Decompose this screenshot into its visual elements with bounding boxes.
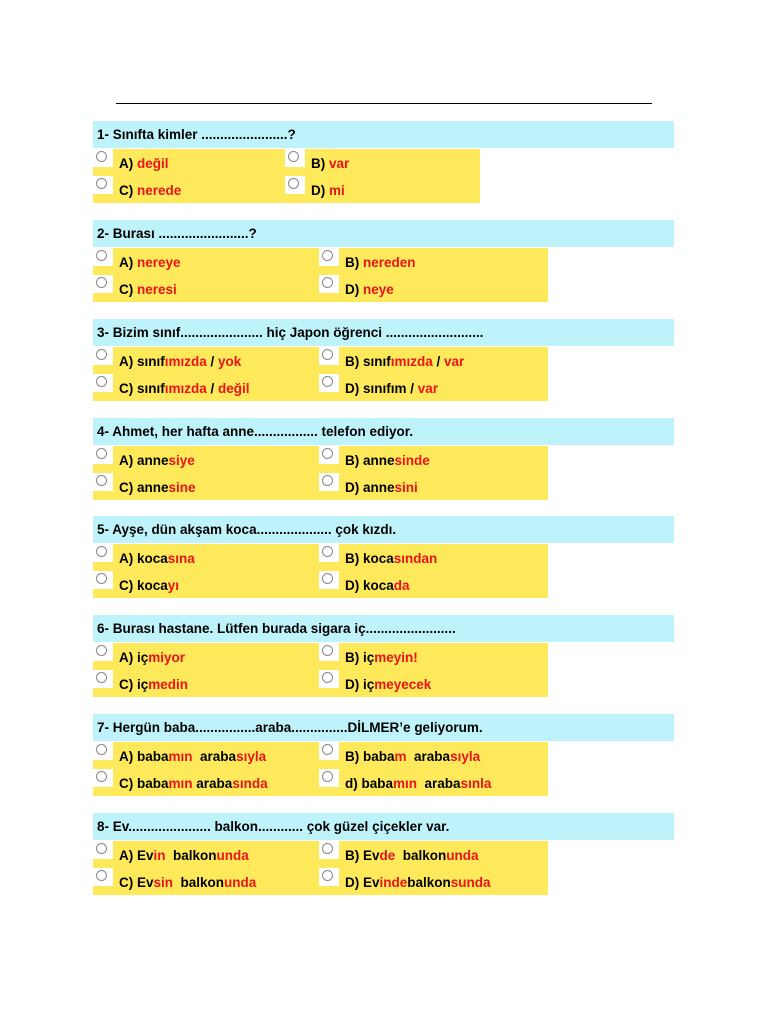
option-label: C) babamın arabasında	[119, 776, 268, 791]
radio-button-icon[interactable]	[322, 771, 333, 782]
option-d[interactable]	[319, 769, 548, 796]
option-label: C) kocayı	[119, 578, 180, 593]
radio-button-icon[interactable]	[322, 744, 333, 755]
option-label: C) nerede	[119, 183, 182, 198]
radio-button-icon[interactable]	[96, 771, 107, 782]
option-label: A) nereye	[119, 255, 181, 270]
option-label: A) içmiyor	[119, 650, 186, 665]
option-label: B) sınıfımızda / var	[345, 354, 465, 369]
option-a[interactable]	[93, 544, 319, 571]
option-d[interactable]	[319, 374, 548, 401]
question-prompt: 4- Ahmet, her hafta anne................. telefon ediyor.	[93, 418, 674, 445]
option-label: D) annesini	[345, 480, 418, 495]
option-label: A) değil	[119, 156, 169, 171]
radio-button-icon[interactable]	[322, 546, 333, 557]
option-b[interactable]	[285, 149, 480, 176]
question-8	[93, 813, 674, 895]
option-c[interactable]	[93, 670, 319, 697]
option-c[interactable]	[93, 374, 319, 401]
radio-button-icon[interactable]	[322, 870, 333, 881]
radio-button-icon[interactable]	[322, 573, 333, 584]
option-d[interactable]	[319, 473, 548, 500]
option-label: D) kocada	[345, 578, 410, 593]
option-label: B) annesinde	[345, 453, 430, 468]
radio-button-icon[interactable]	[96, 250, 107, 261]
radio-button-icon[interactable]	[96, 672, 107, 683]
option-b[interactable]	[319, 742, 548, 769]
option-b[interactable]	[319, 841, 548, 868]
option-label: B) içmeyin!	[345, 650, 418, 665]
radio-button-icon[interactable]	[322, 277, 333, 288]
option-d[interactable]	[319, 868, 548, 895]
radio-button-icon[interactable]	[322, 349, 333, 360]
radio-button-icon[interactable]	[96, 573, 107, 584]
option-label: C) Evsin balkonunda	[119, 875, 257, 890]
radio-button-icon[interactable]	[96, 349, 107, 360]
option-a[interactable]	[93, 446, 319, 473]
options-grid	[93, 544, 548, 598]
radio-button-icon[interactable]	[96, 178, 107, 189]
option-a[interactable]	[93, 643, 319, 670]
radio-button-icon[interactable]	[288, 151, 299, 162]
radio-button-icon[interactable]	[322, 645, 333, 656]
question-5	[93, 516, 674, 598]
question-2	[93, 220, 674, 302]
radio-button-icon[interactable]	[322, 672, 333, 683]
question-6	[93, 615, 674, 697]
option-c[interactable]	[93, 769, 319, 796]
option-a[interactable]	[93, 347, 319, 374]
radio-button-icon[interactable]	[96, 277, 107, 288]
option-c[interactable]	[93, 176, 285, 203]
radio-button-icon[interactable]	[96, 151, 107, 162]
question-prompt: 5- Ayşe, dün akşam koca.................... çok kızdı.	[93, 516, 674, 543]
radio-button-icon[interactable]	[96, 870, 107, 881]
option-label: C) içmedin	[119, 677, 189, 692]
options-grid	[93, 446, 548, 500]
option-label: C) neresi	[119, 282, 177, 297]
question-prompt: 2- Burası ........................?	[93, 220, 674, 247]
option-label: C) sınıfımızda / değil	[119, 381, 250, 396]
radio-button-icon[interactable]	[96, 475, 107, 486]
option-c[interactable]	[93, 473, 319, 500]
option-label: C) annesine	[119, 480, 196, 495]
option-c[interactable]	[93, 275, 319, 302]
option-label: A) Evin balkonunda	[119, 848, 249, 863]
question-7	[93, 714, 674, 796]
radio-button-icon[interactable]	[96, 448, 107, 459]
question-prompt: 8- Ev...................... balkon............ çok güzel çiçekler var.	[93, 813, 674, 840]
radio-button-icon[interactable]	[96, 645, 107, 656]
option-b[interactable]	[319, 643, 548, 670]
option-label: B) babam arabasıyla	[345, 749, 481, 764]
options-grid	[93, 248, 548, 302]
radio-button-icon[interactable]	[96, 376, 107, 387]
option-a[interactable]	[93, 248, 319, 275]
option-a[interactable]	[93, 841, 319, 868]
option-d[interactable]	[285, 176, 480, 203]
options-grid	[93, 347, 548, 401]
radio-button-icon[interactable]	[322, 475, 333, 486]
radio-button-icon[interactable]	[96, 843, 107, 854]
option-label: D) neye	[345, 282, 394, 297]
option-label: D) sınıfım / var	[345, 381, 439, 396]
option-c[interactable]	[93, 571, 319, 598]
question-1	[93, 121, 674, 203]
option-label: B) var	[311, 156, 350, 171]
option-label: D) mi	[311, 183, 345, 198]
option-b[interactable]	[319, 347, 548, 374]
radio-button-icon[interactable]	[322, 448, 333, 459]
radio-button-icon[interactable]	[96, 546, 107, 557]
header-rule	[116, 103, 652, 104]
option-label: A) kocasına	[119, 551, 195, 566]
option-b[interactable]	[319, 446, 548, 473]
option-label: A) sınıfımızda / yok	[119, 354, 242, 369]
option-d[interactable]	[319, 670, 548, 697]
options-grid	[93, 841, 548, 895]
option-label: B) nereden	[345, 255, 416, 270]
option-label: D) Evindebalkonsunda	[345, 875, 491, 890]
question-3	[93, 319, 674, 401]
question-prompt: 6- Burası hastane. Lütfen burada sigara iç........................	[93, 615, 674, 642]
option-d[interactable]	[319, 571, 548, 598]
question-prompt: 1- Sınıfta kimler .......................?	[93, 121, 674, 148]
option-label: d) babamın arabasınla	[345, 776, 492, 791]
radio-button-icon[interactable]	[288, 178, 299, 189]
option-a[interactable]	[93, 742, 319, 769]
question-prompt: 3- Bizim sınıf...................... hiç Japon öğrenci ..........................	[93, 319, 674, 346]
radio-button-icon[interactable]	[322, 376, 333, 387]
option-b[interactable]	[319, 544, 548, 571]
radio-button-icon[interactable]	[322, 843, 333, 854]
question-prompt: 7- Hergün baba................araba...............DİLMER’e geliyorum.	[93, 714, 674, 741]
option-label: A) babamın arabasıyla	[119, 749, 267, 764]
option-d[interactable]	[319, 275, 548, 302]
radio-button-icon[interactable]	[96, 744, 107, 755]
option-a[interactable]	[93, 149, 285, 176]
question-4	[93, 418, 674, 500]
options-grid	[93, 149, 480, 203]
option-label: D) içmeyecek	[345, 677, 432, 692]
option-label: B) kocasından	[345, 551, 438, 566]
option-c[interactable]	[93, 868, 319, 895]
option-b[interactable]	[319, 248, 548, 275]
options-grid	[93, 643, 548, 697]
option-label: A) annesiye	[119, 453, 195, 468]
radio-button-icon[interactable]	[322, 250, 333, 261]
options-grid	[93, 742, 548, 796]
option-label: B) Evde balkonunda	[345, 848, 479, 863]
